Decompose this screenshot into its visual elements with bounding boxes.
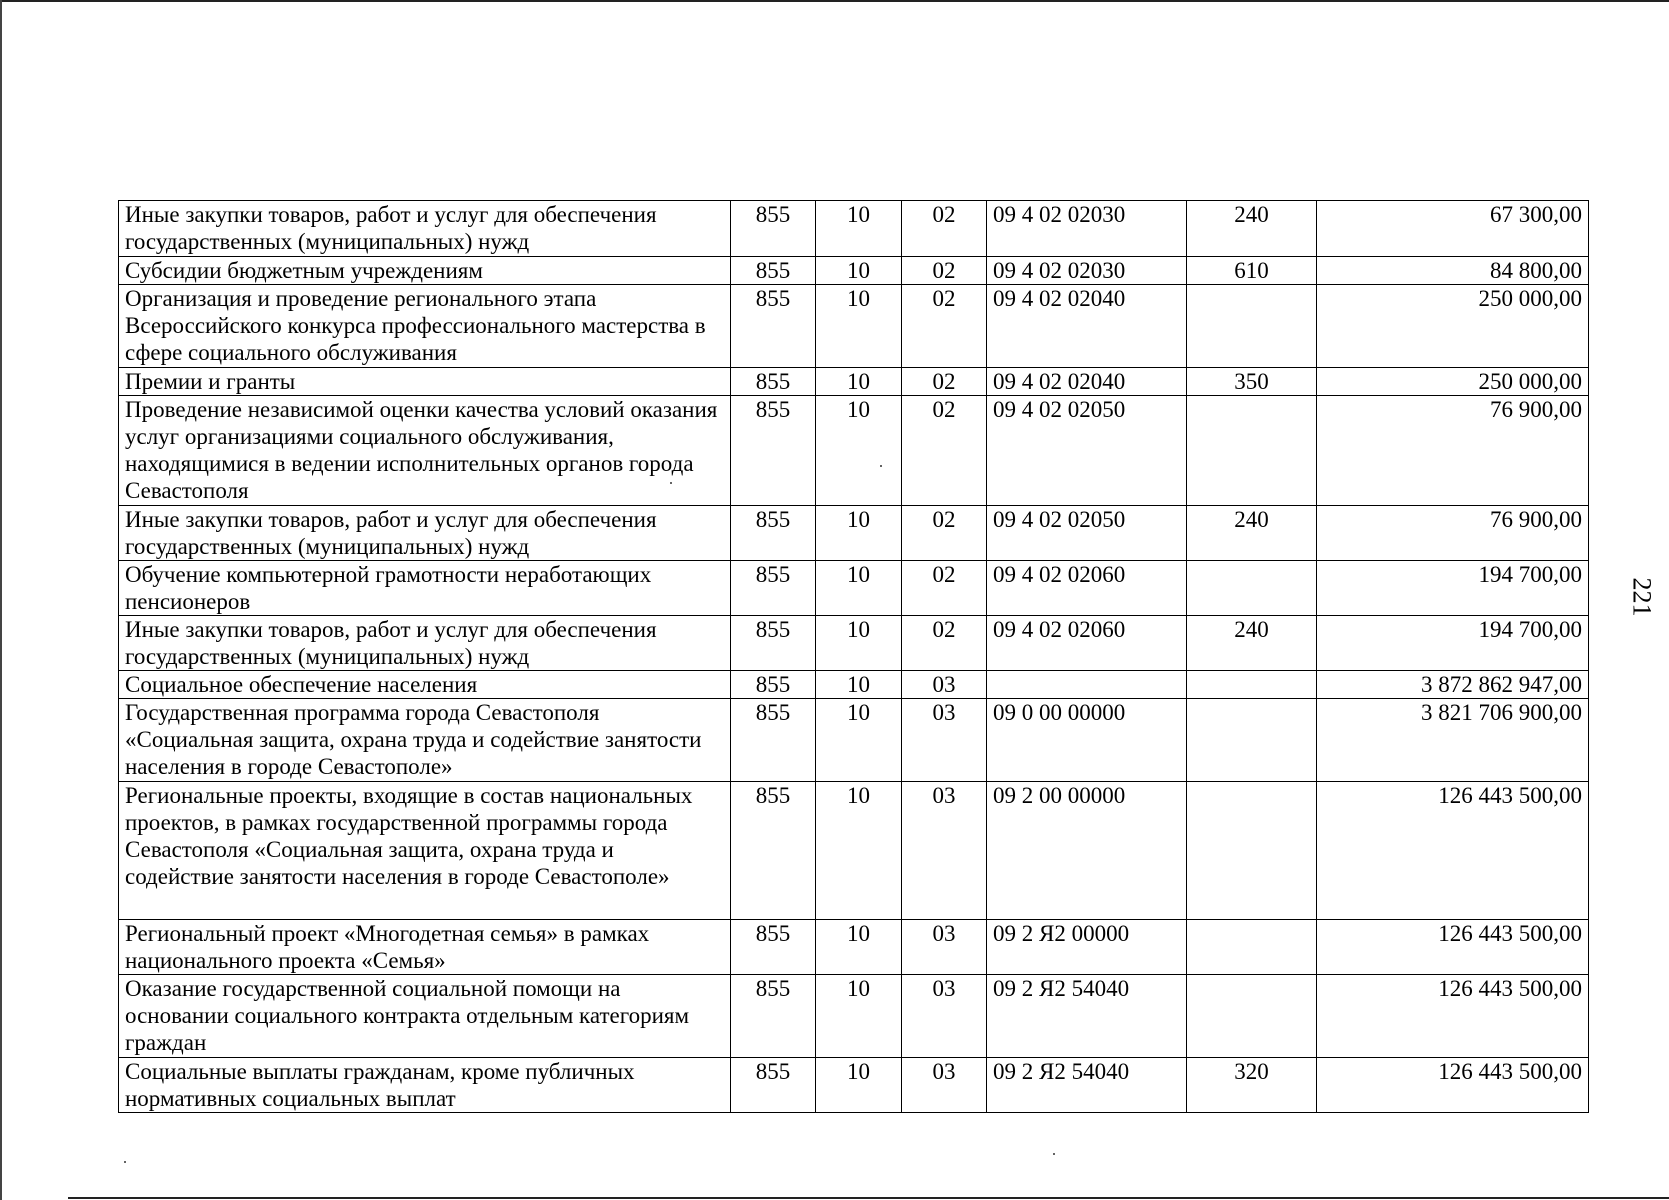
row-target-article: 09 4 02 02030 (987, 201, 1187, 257)
row-section: 10 (816, 396, 902, 506)
row-grbs: 855 (731, 257, 816, 285)
scan-speck (1053, 1153, 1055, 1155)
row-name: Оказание государственной социальной помощи на основании социального контракта отдельным категориям граждан (119, 975, 731, 1058)
table-row (119, 561, 1589, 616)
row-name: Региональные проекты, входящие в состав национальных проектов, в рамках государственной программы города Севастополя «Социальная защита, охрана труда и содействие занятости населения в городе Севастополе» (119, 782, 731, 920)
row-subsection: 03 (902, 975, 987, 1058)
row-section: 10 (816, 782, 902, 920)
row-grbs: 855 (731, 920, 816, 975)
row-grbs: 855 (731, 616, 816, 671)
row-expense-type (1187, 671, 1317, 699)
row-name: Региональный проект «Многодетная семья» в рамках национального проекта «Семья» (119, 920, 731, 975)
row-amount: 126 443 500,00 (1317, 1058, 1589, 1113)
row-grbs: 855 (731, 506, 816, 561)
row-target-article (987, 671, 1187, 699)
row-amount: 126 443 500,00 (1317, 782, 1589, 920)
row-name: Иные закупки товаров, работ и услуг для обеспечения государственных (муниципальных) нужд (119, 201, 731, 257)
row-target-article: 09 2 Я2 54040 (987, 975, 1187, 1058)
row-name: Организация и проведение регионального этапа Всероссийского конкурса профессионального мастерства в сфере социального обслуживания (119, 285, 731, 368)
row-expense-type: 240 (1187, 616, 1317, 671)
scan-edge-left (0, 0, 2, 1200)
row-subsection: 02 (902, 201, 987, 257)
table-row (119, 285, 1589, 368)
row-section: 10 (816, 368, 902, 396)
row-target-article: 09 2 00 00000 (987, 782, 1187, 920)
row-expense-type: 610 (1187, 257, 1317, 285)
row-subsection: 02 (902, 285, 987, 368)
row-name: Государственная программа города Севастополя «Социальная защита, охрана труда и содействие занятости населения в городе Севастополе» (119, 699, 731, 782)
row-grbs: 855 (731, 285, 816, 368)
table-row (119, 201, 1589, 257)
table-row (119, 671, 1589, 699)
row-grbs: 855 (731, 1058, 816, 1113)
row-target-article: 09 4 02 02050 (987, 396, 1187, 506)
row-name: Обучение компьютерной грамотности неработающих пенсионеров (119, 561, 731, 616)
row-subsection: 03 (902, 920, 987, 975)
row-target-article: 09 4 02 02060 (987, 561, 1187, 616)
row-expense-type (1187, 285, 1317, 368)
row-name: Субсидии бюджетным учреждениям (119, 257, 731, 285)
table-body (119, 201, 1589, 1113)
table-row (119, 920, 1589, 975)
row-section: 10 (816, 561, 902, 616)
table-row (119, 368, 1589, 396)
row-subsection: 02 (902, 368, 987, 396)
row-name: Премии и гранты (119, 368, 731, 396)
row-target-article: 09 4 02 02030 (987, 257, 1187, 285)
row-amount: 126 443 500,00 (1317, 975, 1589, 1058)
scan-speck (124, 1161, 126, 1163)
scan-edge-bottom (68, 1197, 1669, 1199)
row-amount: 67 300,00 (1317, 201, 1589, 257)
row-grbs: 855 (731, 201, 816, 257)
row-amount: 250 000,00 (1317, 285, 1589, 368)
row-grbs: 855 (731, 782, 816, 920)
scan-edge-top (0, 0, 1669, 2)
row-section: 10 (816, 506, 902, 561)
table-row (119, 396, 1589, 506)
row-expense-type (1187, 975, 1317, 1058)
row-subsection: 03 (902, 782, 987, 920)
row-subsection: 03 (902, 699, 987, 782)
row-amount: 126 443 500,00 (1317, 920, 1589, 975)
row-section: 10 (816, 257, 902, 285)
row-section: 10 (816, 699, 902, 782)
row-expense-type: 240 (1187, 201, 1317, 257)
row-section: 10 (816, 285, 902, 368)
row-expense-type (1187, 396, 1317, 506)
row-section: 10 (816, 616, 902, 671)
table-row (119, 616, 1589, 671)
row-expense-type (1187, 920, 1317, 975)
row-name: Социальное обеспечение населения (119, 671, 731, 699)
row-amount: 250 000,00 (1317, 368, 1589, 396)
row-subsection: 02 (902, 257, 987, 285)
row-amount: 76 900,00 (1317, 506, 1589, 561)
row-target-article: 09 4 02 02060 (987, 616, 1187, 671)
row-amount: 76 900,00 (1317, 396, 1589, 506)
table-row (119, 506, 1589, 561)
row-amount: 84 800,00 (1317, 257, 1589, 285)
row-grbs: 855 (731, 396, 816, 506)
row-section: 10 (816, 671, 902, 699)
row-subsection: 02 (902, 396, 987, 506)
row-grbs: 855 (731, 699, 816, 782)
row-name: Проведение независимой оценки качества условий оказания услуг организациями социального обслуживания, находящимися в ведении исполнительных органов города Севастополя (119, 396, 731, 506)
row-subsection: 03 (902, 671, 987, 699)
row-expense-type: 350 (1187, 368, 1317, 396)
row-amount: 194 700,00 (1317, 616, 1589, 671)
row-expense-type (1187, 782, 1317, 920)
row-section: 10 (816, 975, 902, 1058)
row-section: 10 (816, 920, 902, 975)
table-row (119, 699, 1589, 782)
row-amount: 194 700,00 (1317, 561, 1589, 616)
budget-table (118, 200, 1589, 1113)
row-target-article: 09 2 Я2 54040 (987, 1058, 1187, 1113)
table-row (119, 782, 1589, 920)
table-row (119, 975, 1589, 1058)
row-name: Социальные выплаты гражданам, кроме публичных нормативных социальных выплат (119, 1058, 731, 1113)
row-target-article: 09 2 Я2 00000 (987, 920, 1187, 975)
row-subsection: 02 (902, 561, 987, 616)
row-expense-type (1187, 699, 1317, 782)
row-subsection: 02 (902, 616, 987, 671)
row-expense-type: 240 (1187, 506, 1317, 561)
row-expense-type (1187, 561, 1317, 616)
row-target-article: 09 4 02 02040 (987, 368, 1187, 396)
row-name: Иные закупки товаров, работ и услуг для обеспечения государственных (муниципальных) нужд (119, 506, 731, 561)
row-section: 10 (816, 1058, 902, 1113)
row-target-article: 09 0 00 00000 (987, 699, 1187, 782)
row-grbs: 855 (731, 671, 816, 699)
row-section: 10 (816, 201, 902, 257)
row-name: Иные закупки товаров, работ и услуг для обеспечения государственных (муниципальных) нужд (119, 616, 731, 671)
row-expense-type: 320 (1187, 1058, 1317, 1113)
page-number: 221 (1627, 577, 1657, 617)
row-amount: 3 872 862 947,00 (1317, 671, 1589, 699)
row-subsection: 02 (902, 506, 987, 561)
table-row (119, 257, 1589, 285)
row-target-article: 09 4 02 02050 (987, 506, 1187, 561)
row-subsection: 03 (902, 1058, 987, 1113)
row-grbs: 855 (731, 561, 816, 616)
row-grbs: 855 (731, 368, 816, 396)
row-target-article: 09 4 02 02040 (987, 285, 1187, 368)
table-row (119, 1058, 1589, 1113)
row-grbs: 855 (731, 975, 816, 1058)
row-amount: 3 821 706 900,00 (1317, 699, 1589, 782)
